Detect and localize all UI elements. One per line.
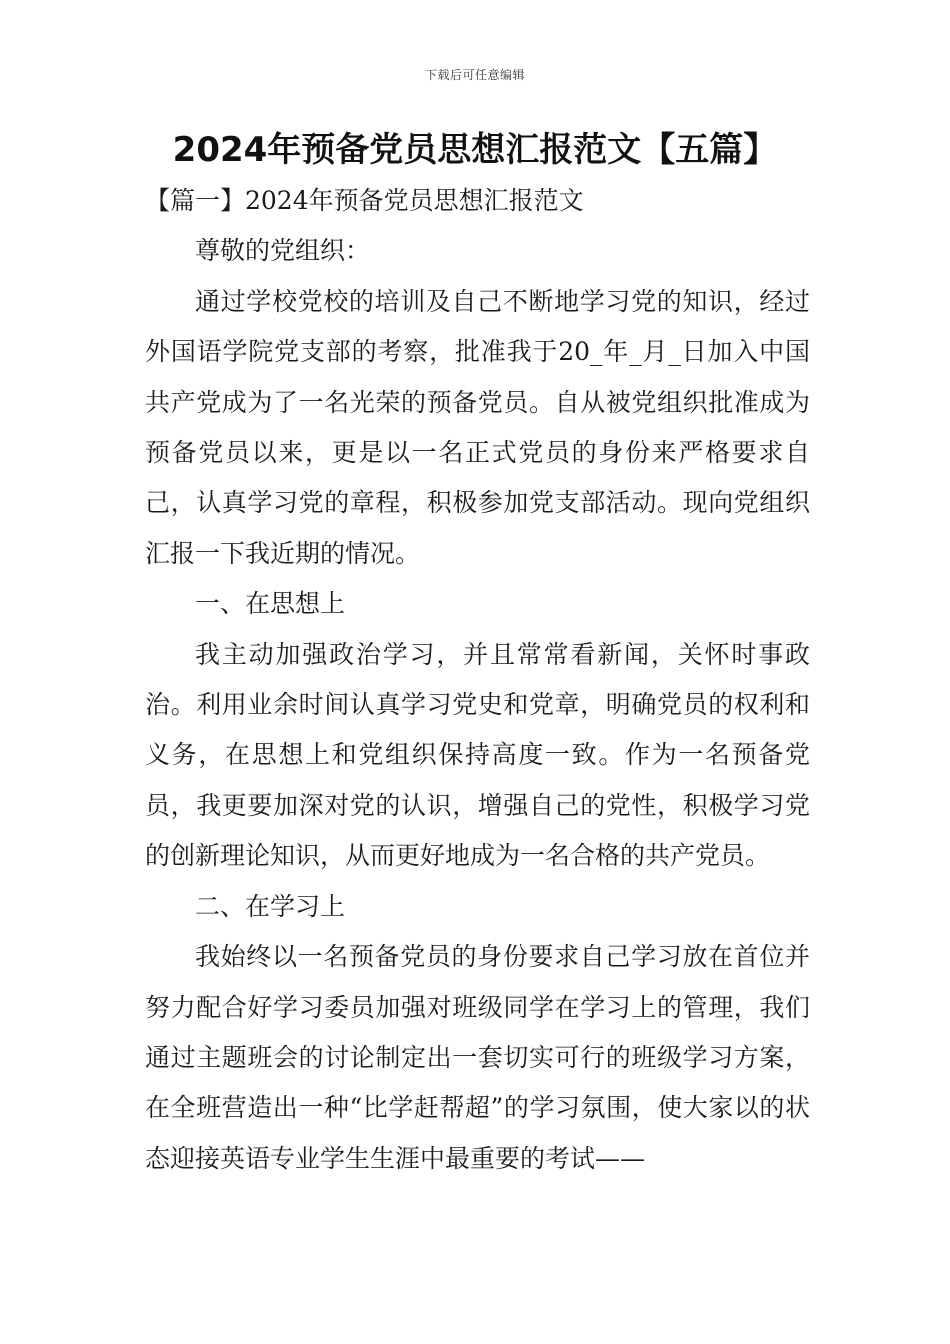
subheading-study: 二、在学习上 — [195, 891, 346, 921]
section-heading: 【篇一】2024年预备党员思想汇报范文 — [145, 186, 584, 215]
paragraph-study: 我始终以一名预备党员的身份要求自己学习放在首位并努力配合好学习委员加强对班级同学在学习上的管理，我们通过主题班会的讨论制定出一套切实可行的班级学习方案，在全班营造出一种“比学赶帮超”的学习氛围，使大家以的状态迎接英语专业学生生涯中最重要的考试—— — [145, 942, 810, 1173]
document-title: 2024年预备党员思想汇报范文【五篇】 — [172, 130, 778, 170]
document-body — [145, 176, 810, 1184]
paragraph-thought: 我主动加强政治学习，并且常常看新闻，关怀时事政治。利用业余时间认真学习党史和党章，明确党员的权利和义务，在思想上和党组织保持高度一致。作为一名预备党员，我更要加深对党的认识，增强自己的党性，积极学习党的创新理论知识，从而更好地成为一名合格的共产党员。 — [145, 639, 810, 871]
subheading-thought: 一、在思想上 — [195, 589, 346, 619]
salutation: 尊敬的党组织： — [195, 236, 371, 266]
paragraph-intro: 通过学校党校的培训及自己不断地学习党的知识，经过外国语学院党支部的考察，批准我于20_年_月_日加入中国共产党成为了一名光荣的预备党员。自从被党组织批准成为预备党员以来，更是以一名正式党员的身份来严格要求自己，认真学习党的章程，积极参加党支部活动。现向党组织汇报一下我近期的情况。 — [145, 286, 810, 568]
header-note: 下载后可任意编辑 — [424, 68, 525, 82]
